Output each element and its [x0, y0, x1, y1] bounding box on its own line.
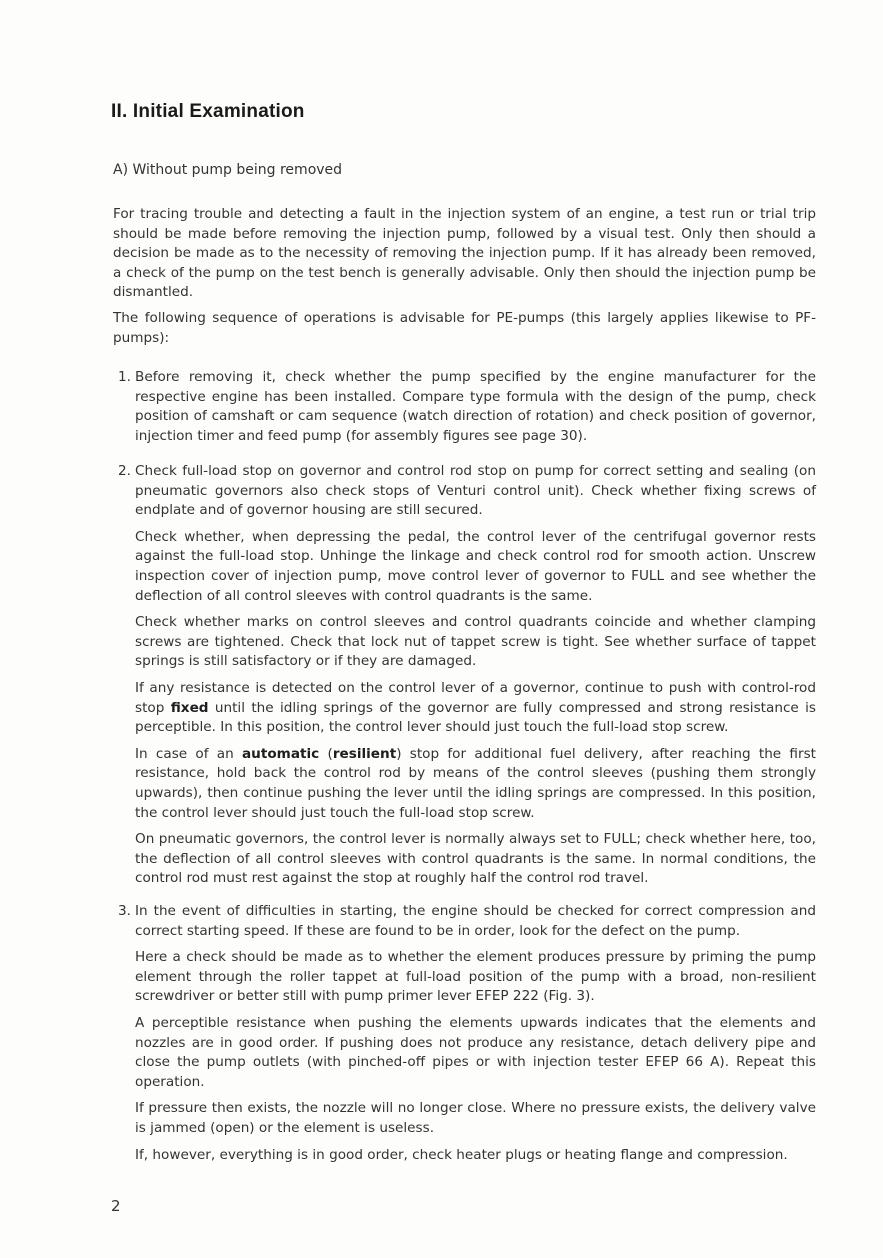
paragraph: If, however, everything is in good order, check heater plugs or heating flange and compression. — [135, 1146, 788, 1163]
list-item-content — [135, 368, 816, 446]
paragraph — [135, 745, 816, 823]
section-subheading: A) Without pump being removed — [113, 162, 343, 178]
emphasis-automatic: automatic — [241, 745, 320, 762]
list-item-3 — [113, 902, 816, 1172]
list-item-number: 1. — [118, 369, 131, 385]
text-run: ) stop for additional fuel delivery, after reaching the first resistance, hold back the control rod by means of the control sleeves (pushing them strongly upwards), then continue pushing the lever until the idling springs are compressed. In this position, the control lever should just touch the full-load stop screw. — [135, 745, 816, 821]
paragraph: On pneumatic governors, the control lever is normally always set to FULL; check whether here, too, the deflection of all control sleeves with control quadrants is the same. In normal conditions, the control rod must rest against the stop at roughly half the control rod travel. — [135, 831, 816, 887]
list-item-content — [135, 902, 816, 1165]
paragraph: A perceptible resistance when pushing the elements upwards indicates that the elements and nozzles are in good order. If pushing does not produce any resistance, detach delivery pipe and close the pump outlets (with pinched-off pipes or with injection tester EFEP 66 A). Repeat this operation. — [135, 1014, 816, 1090]
emphasis-resilient: resilient — [332, 745, 397, 762]
intro-paragraph-2: The following sequence of operations is advisable for PE-pumps (this largely applies likewise to PF-pumps): — [113, 310, 816, 346]
list-item-number: 3. — [118, 903, 131, 919]
paragraph: If pressure then exists, the nozzle will no longer close. Where no pressure exists, the delivery valve is jammed (open) or the element is useless. — [135, 1100, 816, 1136]
page-number: 2 — [111, 1197, 121, 1215]
text-run: until the idling springs of the governor are fully compressed and strong resistance is perceptible. In this position, the control lever should just touch the full-load stop screw. — [135, 699, 816, 736]
text-run: If any resistance is detected on the control lever of a governor, continue to push with control-rod stop — [135, 679, 816, 716]
list-item-1 — [113, 368, 816, 453]
paragraph: In the event of difficulties in starting, the engine should be checked for correct compression and correct starting speed. If these are found to be in order, look for the defect on the pump. — [135, 903, 816, 939]
emphasis-fixed: fixed — [170, 699, 209, 716]
list-item-2 — [113, 462, 816, 896]
paragraph — [135, 679, 816, 738]
intro-paragraph-1: For tracing trouble and detecting a fault in the injection system of an engine, a test run or trial trip should be made before removing the injection pump, followed by a visual test. Only then should a decision be made as to the necessity of removing the injection pump. If it has already been removed, a check of the pump on the test bench is generally advisable. Only then should the injection pump be dismantled. — [113, 206, 816, 301]
text-run: ( — [319, 745, 333, 762]
text-run: In case of an — [135, 745, 242, 762]
paragraph: Check whether marks on control sleeves and control quadrants coincide and whether clamping screws are tightened. Check that lock nut of tappet screw is tight. See whether surface of tappet springs is still satisfactory or if they are damaged. — [135, 614, 816, 670]
section-title: II. Initial Examination — [111, 101, 305, 122]
list-item-content — [135, 462, 816, 889]
paragraph: Check full-load stop on governor and control rod stop on pump for correct setting and sealing (on pneumatic governors also check stops of Venturi control unit). Check whether fixing screws of endplate and of governor housing are still secured. — [135, 463, 816, 519]
paragraph: Before removing it, check whether the pump specified by the engine manufacturer for the respective engine has been installed. Compare type formula with the design of the pump, check position of camshaft or cam sequence (watch direction of rotation) and check position of governor, injection timer and feed pump (for assembly figures see page 30). — [135, 369, 816, 444]
paragraph: Here a check should be made as to whether the element produces pressure by priming the pump element through the roller tappet at full-load position of the pump with a broad, non-resilient screwdriver or better still with pump primer lever EFEP 222 (Fig. 3). — [135, 949, 816, 1005]
paragraph: Check whether, when depressing the pedal, the control lever of the centrifugal governor rests against the full-load stop. Unhinge the linkage and check control rod for smooth action. Unscrew inspection cover of injection pump, move control lever of governor to FULL and see whether the deflection of all control sleeves with control quadrants is the same. — [135, 528, 816, 604]
list-item-number: 2. — [118, 463, 131, 479]
